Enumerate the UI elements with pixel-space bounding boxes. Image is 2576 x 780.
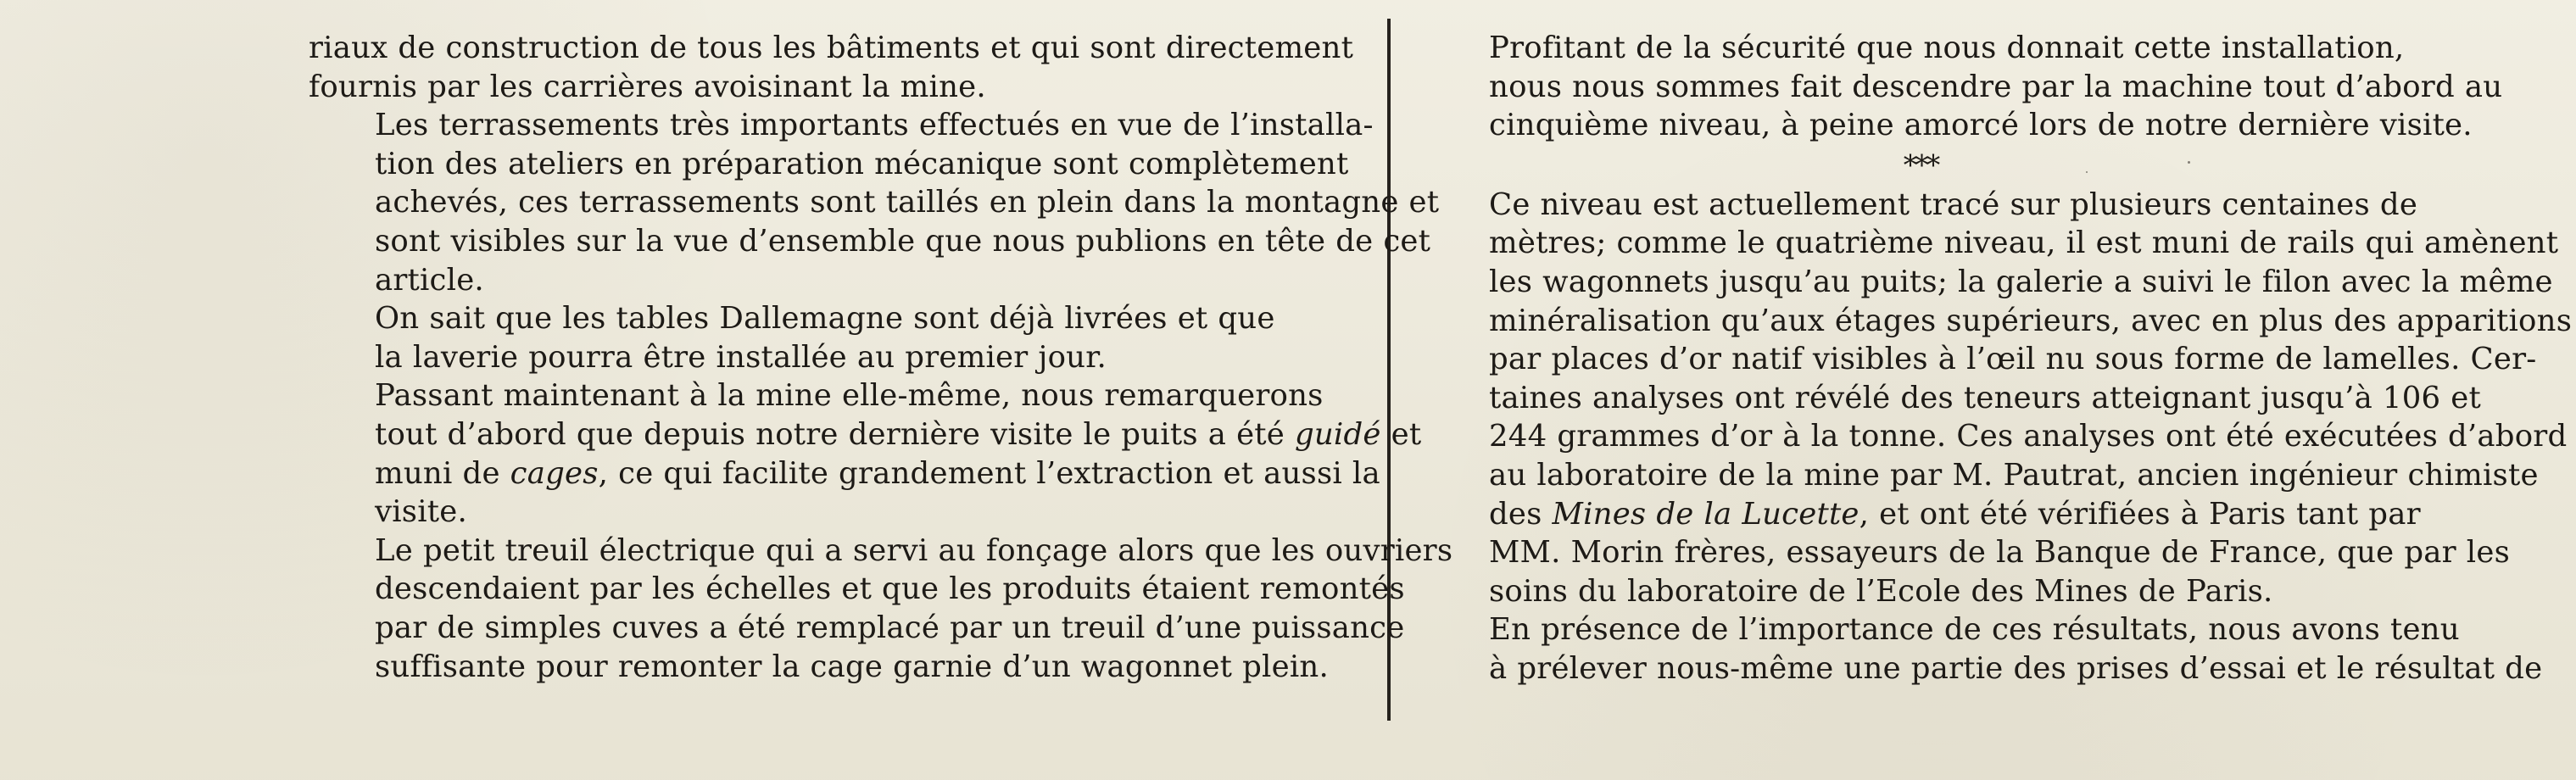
- text-line-with-italic: [309, 454, 1380, 493]
- text-line: visite.: [375, 494, 467, 530]
- text-line: au laboratoire de la mine par M. Pautrat, ancien ingénieur chimiste: [1489, 457, 2539, 493]
- paragraph-1: [309, 29, 1354, 106]
- text-line-with-italic: [1423, 495, 2462, 534]
- text-line: fournis par les carrières avoisinant la mine.: [309, 69, 986, 104]
- text-line: la laverie pourra être installée au premier jour.: [375, 339, 1107, 375]
- text-line: achevés, ces terrassements sont taillés en plein dans la montagne et: [375, 185, 1440, 220]
- text-line: soins du laboratoire de l’Ecole des Mines de Paris.: [1489, 573, 2273, 609]
- text-line: article.: [375, 262, 484, 298]
- text-fragment: et: [1380, 416, 1422, 452]
- italic-word-cages: cages: [510, 455, 599, 491]
- right-column: [1423, 29, 2573, 688]
- paragraph-2: [309, 106, 1440, 299]
- text-line: nous nous sommes fait descendre par la machine tout d’abord au: [1489, 69, 2503, 104]
- text-fragment: , et ont été vérifiées à Paris tant par: [1859, 496, 2421, 532]
- italic-word-guide: guidé: [1294, 416, 1381, 452]
- paragraph-7: [1423, 186, 2573, 611]
- paragraph-3: [309, 299, 1348, 376]
- text-fragment: tout d’abord que depuis notre dernière visite le puits a été: [375, 416, 1295, 452]
- text-fragment: muni de: [375, 455, 510, 491]
- text-line: En présence de l’importance de ces résultats, nous avons tenu: [1489, 612, 2460, 648]
- text-line: Le petit treuil électrique qui a servi au fonçage alors que les ouvriers: [375, 532, 1453, 568]
- text-line: tion des ateliers en préparation mécanique sont complètement: [375, 146, 1349, 181]
- section-ornament: ***: [1903, 148, 1938, 181]
- text-line: cinquième niveau, à peine amorcé lors de notre dernière visite.: [1489, 108, 2473, 143]
- text-line: Profitant de la sécurité que nous donnait cette installation,: [1489, 31, 2405, 65]
- text-line: par places d’or natif visibles à l’œil nu sous forme de lamelles. Cer-: [1489, 342, 2537, 377]
- text-line: suffisante pour remonter la cage garnie d’un wagonnet plein.: [375, 649, 1329, 684]
- paragraph-4: [309, 376, 1422, 531]
- text-fragment: des: [1489, 496, 1553, 532]
- text-line: Ce niveau est actuellement tracé sur plusieurs centaines de: [1489, 187, 2418, 222]
- text-line: les wagonnets jusqu’au puits; la galerie a suivi le filon avec la même: [1489, 264, 2553, 299]
- paragraph-6: [1423, 29, 2503, 145]
- text-line: mètres; comme le quatrième niveau, il est muni de rails qui amènent: [1489, 226, 2559, 261]
- text-line: descendaient par les échelles et que les produits étaient remontés: [375, 571, 1405, 607]
- text-fragment: , ce qui facilite grandement l’extraction et aussi la: [598, 455, 1380, 491]
- paragraph-5: [309, 532, 1453, 686]
- text-line: par de simples cuves a été remplacé par un treuil d’une puissance: [375, 610, 1405, 645]
- text-line: Passant maintenant à la mine elle-même, nous remarquerons: [375, 378, 1324, 414]
- text-line: taines analyses ont révélé des teneurs atteignant jusqu’à 106 et: [1489, 380, 2481, 415]
- text-line: Les terrassements très importants effectués en vue de l’installa-: [375, 108, 1374, 143]
- text-line: 244 grammes d’or à la tonne. Ces analyses ont été exécutées d’abord: [1489, 419, 2568, 454]
- italic-mines-de-la-lucette: Mines de la Lucette: [1552, 496, 1860, 532]
- text-line: MM. Morin frères, essayeurs de la Banque de France, que par les: [1489, 535, 2510, 571]
- text-line: On sait que les tables Dallemagne sont déjà livrées et que: [375, 301, 1275, 337]
- paragraph-8: [1423, 610, 2543, 688]
- text-line: minéralisation qu’aux étages supérieurs, avec en plus des apparitions: [1489, 303, 2573, 338]
- text-line-with-italic: [309, 415, 1422, 454]
- text-line: riaux de construction de tous les bâtiments et qui sont directement: [309, 31, 1354, 65]
- left-column: [309, 29, 1453, 686]
- text-line: à prélever nous-même une partie des prises d’essai et le résultat de: [1489, 650, 2543, 686]
- text-line: sont visibles sur la vue d’ensemble que nous publions en tête de cet: [375, 223, 1431, 259]
